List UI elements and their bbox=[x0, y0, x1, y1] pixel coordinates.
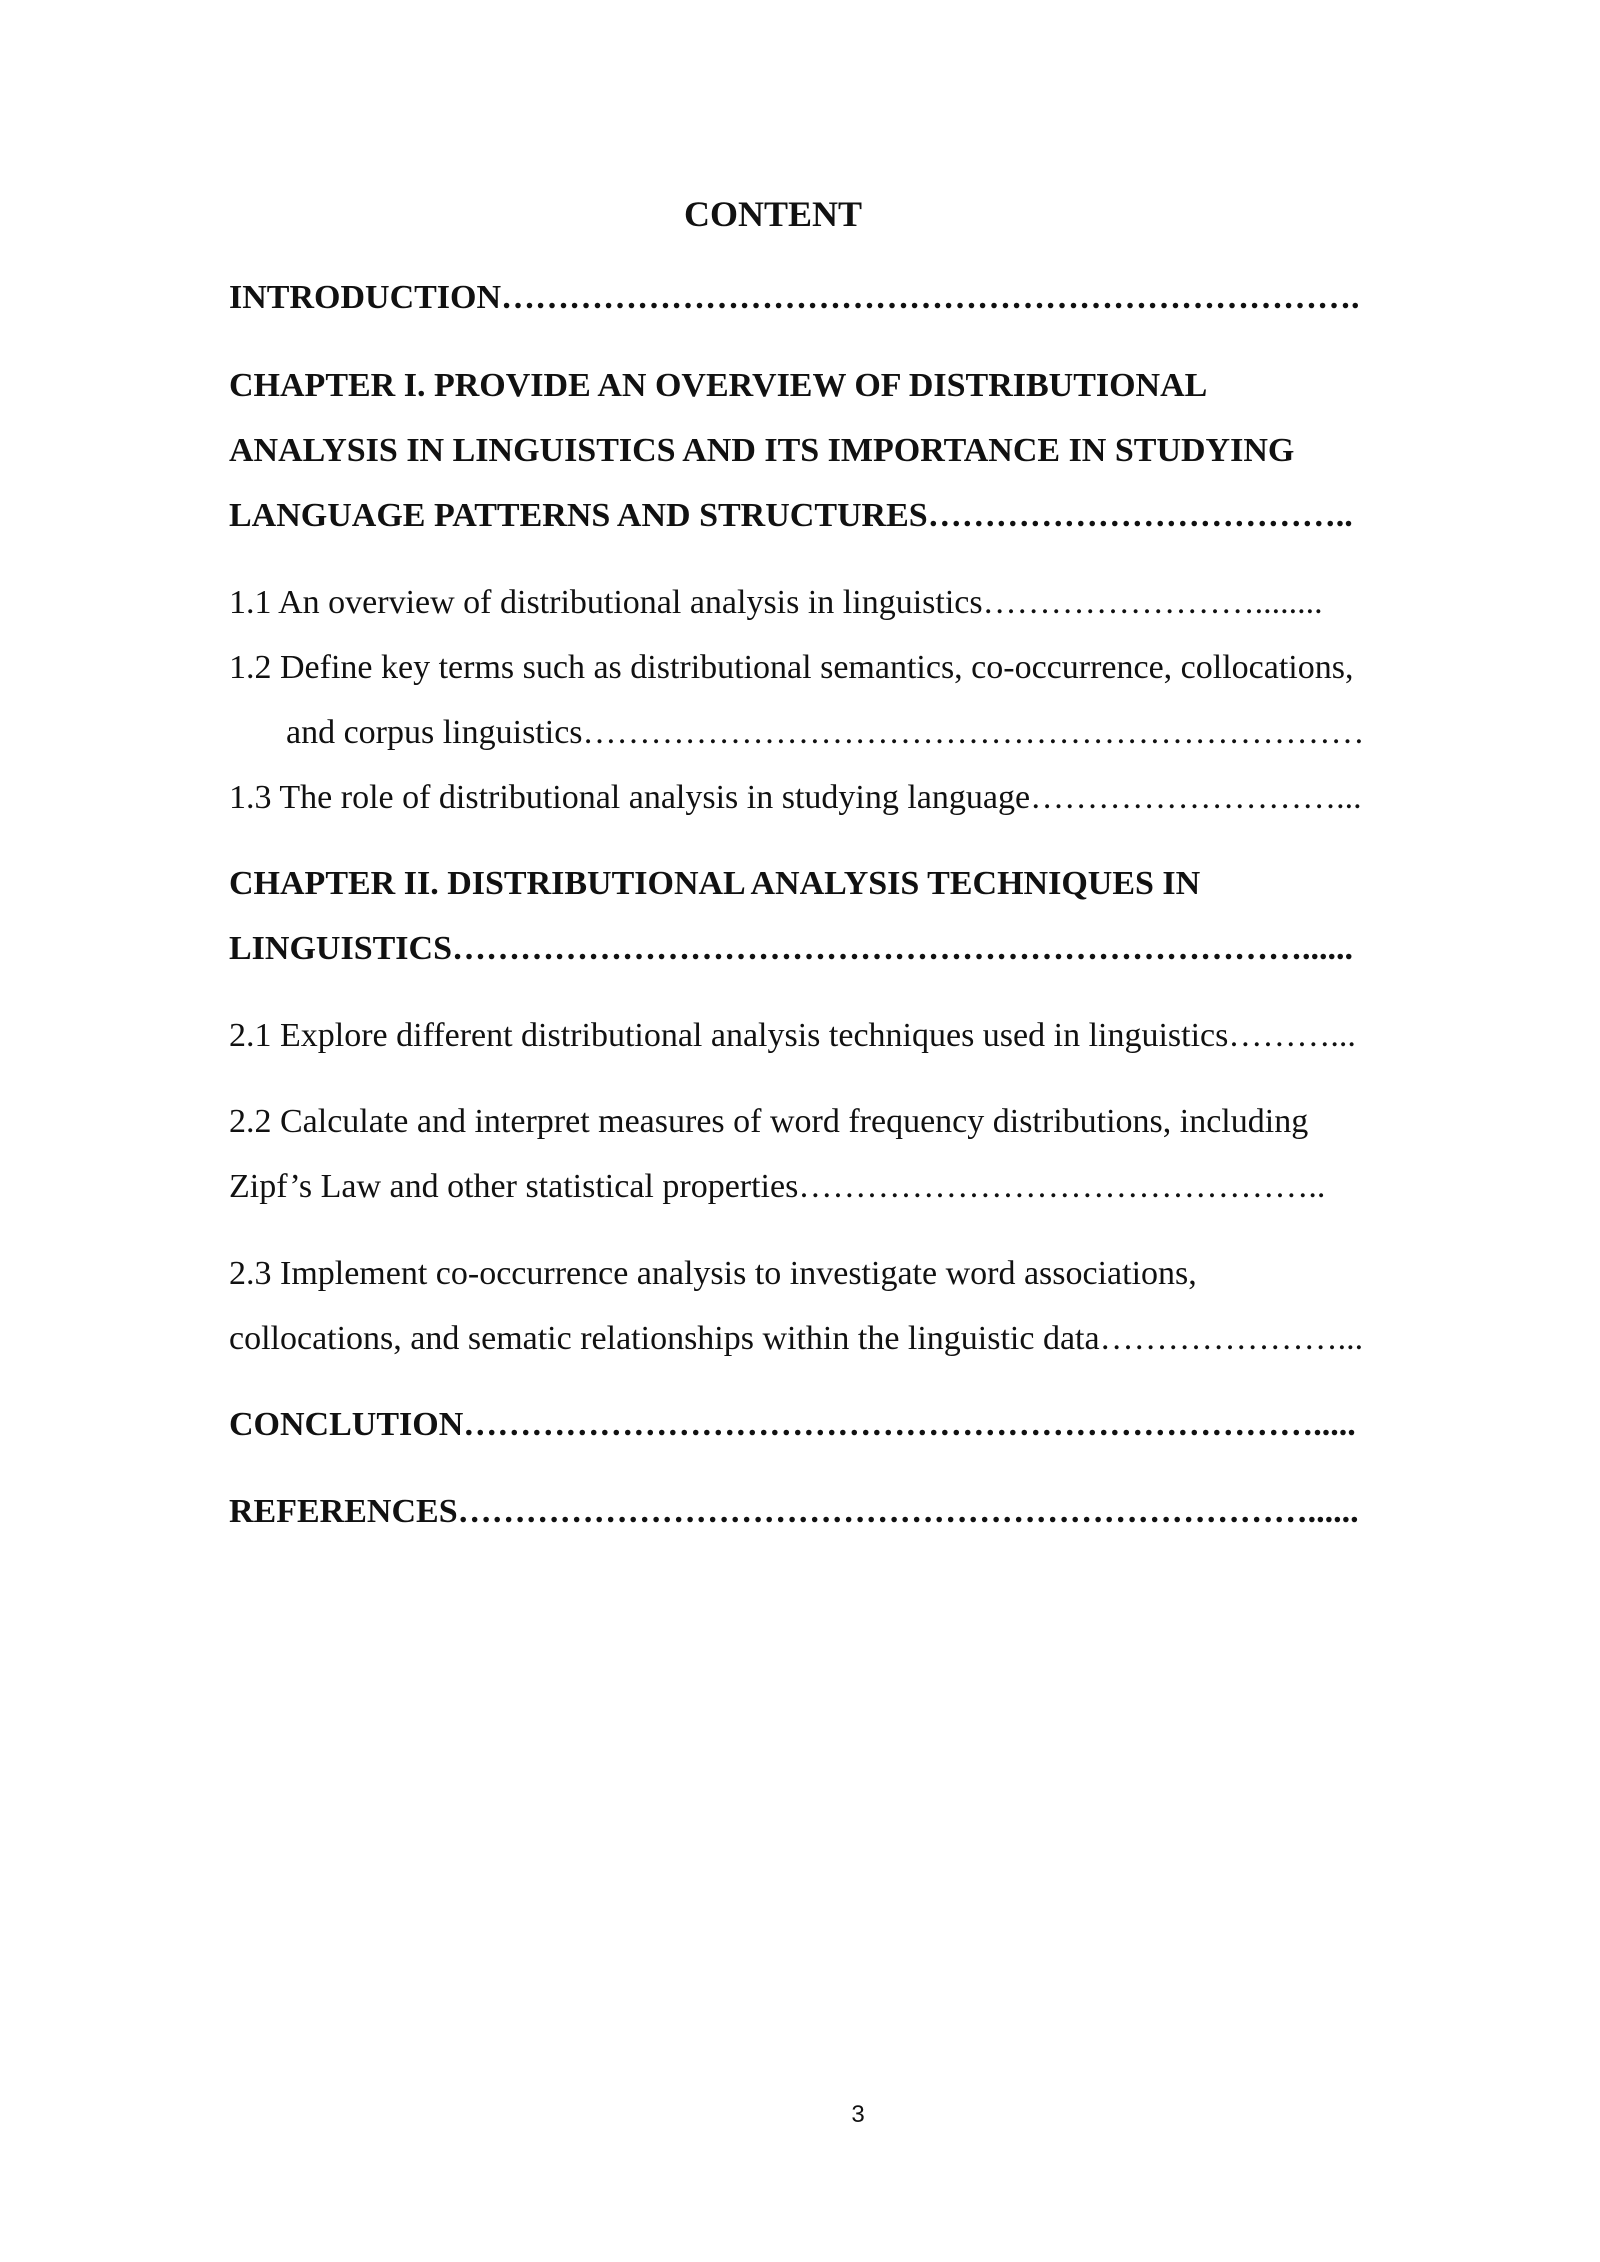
toc-entry-references: REFERENCES…………………………………………………………………...... bbox=[229, 1493, 1359, 1530]
toc-entry-section-1-3: 1.3 The role of distributional analysis in studying language………………………... bbox=[229, 779, 1362, 816]
toc-entry-section-2-3-line-2: collocations, and sematic relationships within the linguistic data…………………... bbox=[229, 1320, 1364, 1357]
toc-entry-chapter-2-line-1: CHAPTER II. DISTRIBUTIONAL ANALYSIS TECHNIQUES IN bbox=[229, 865, 1201, 902]
toc-entry-section-1-1: 1.1 An overview of distributional analysis in linguistics……………………........ bbox=[229, 584, 1323, 621]
toc-entry-introduction: INTRODUCTION…………………………………………………………………. bbox=[229, 279, 1360, 316]
toc-entry-section-1-2-line-2: and corpus linguistics…………………………………………………………… bbox=[286, 714, 1365, 751]
toc-entry-chapter-1-line-1: CHAPTER I. PROVIDE AN OVERVIEW OF DISTRIBUTIONAL bbox=[229, 367, 1208, 404]
page-title: CONTENT bbox=[683, 194, 863, 234]
toc-entry-section-1-2-line-1: 1.2 Define key terms such as distributional semantics, co-occurrence, collocations, bbox=[229, 649, 1354, 686]
toc-entry-section-2-3-line-1: 2.3 Implement co-occurrence analysis to investigate word associations, bbox=[229, 1255, 1197, 1292]
toc-entry-conclusion: CONCLUTION…………………………………………………………………..... bbox=[229, 1406, 1356, 1443]
toc-entry-chapter-2-line-2: LINGUISTICS…………………………………………………………………...... bbox=[229, 930, 1353, 967]
page-number: 3 bbox=[851, 2101, 865, 2128]
toc-entry-section-2-1: 2.1 Explore different distributional analysis techniques used in linguistics………... bbox=[229, 1017, 1356, 1054]
toc-entry-section-2-2-line-1: 2.2 Calculate and interpret measures of word frequency distributions, including bbox=[229, 1103, 1309, 1140]
toc-entry-section-2-2-line-2: Zipf’s Law and other statistical properties……………………………………….. bbox=[229, 1168, 1326, 1205]
toc-entry-chapter-1-line-2: ANALYSIS IN LINGUISTICS AND ITS IMPORTANCE IN STUDYING bbox=[229, 432, 1295, 469]
toc-entry-chapter-1-line-3: LANGUAGE PATTERNS AND STRUCTURES……………………………….. bbox=[229, 497, 1353, 534]
